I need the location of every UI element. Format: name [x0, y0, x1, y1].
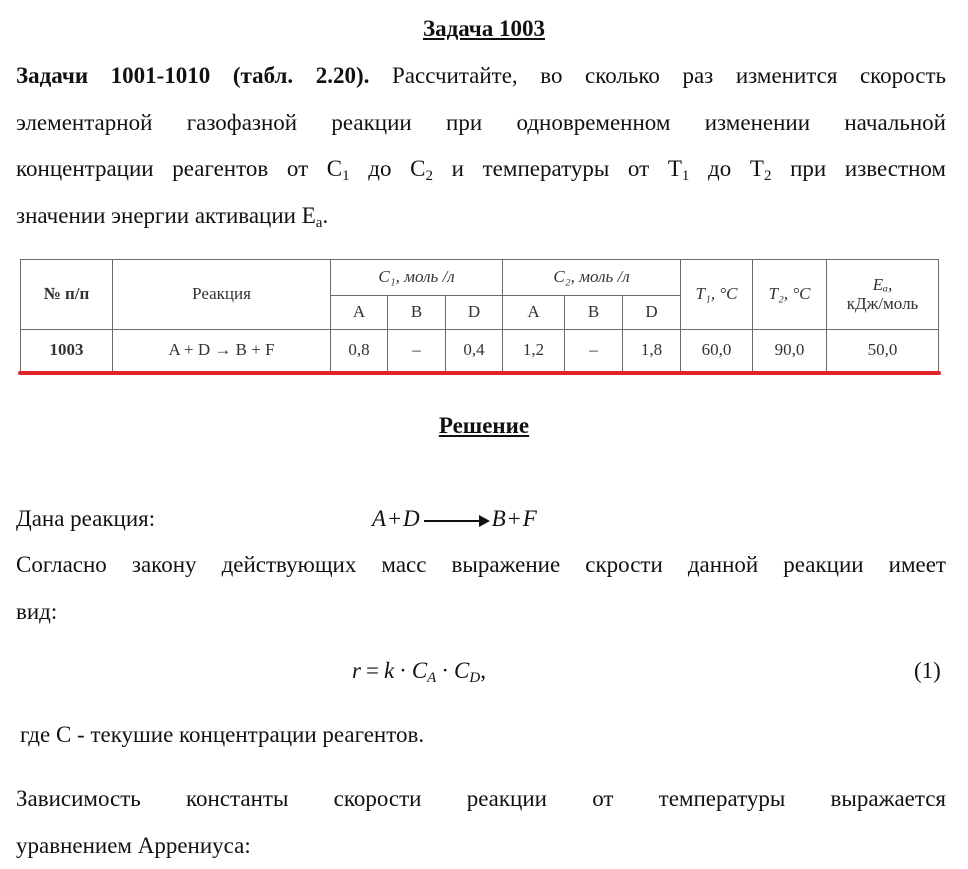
rate-formula: $r = k \cdot C_A \cdot C_D$,: [352, 658, 486, 684]
subheader-c1-b: B: [388, 296, 446, 330]
subheader-c2-d: D: [623, 296, 681, 330]
header-ea: Eₐ, кДж/моль: [827, 260, 939, 330]
arrhenius-text: [16, 776, 946, 869]
problem-line-4: значении энергии активации $Е_a$.: [16, 193, 946, 240]
where-line: где С - текушие концентрации реагентов.: [20, 722, 424, 748]
subheader-c2-a: A: [503, 296, 565, 330]
cell-c2-d: 1,8: [623, 330, 681, 372]
subheader-c1-a: A: [331, 296, 388, 330]
task-title: Задача 1003: [0, 16, 968, 42]
law-line-1: Согласно закону действующих масс выражение скрости данной реакции имеет: [16, 542, 946, 589]
cell-c1-a: 0,8: [331, 330, 388, 372]
reaction-arrow-icon: [424, 520, 488, 522]
given-label: Дана реакция:: [16, 506, 155, 532]
law-line-2: вид:: [16, 589, 946, 636]
header-reaction: Реакция: [113, 260, 331, 330]
cell-ea: 50,0: [827, 330, 939, 372]
problem-line-3: концентрации реагентов от $С_1$ до $С_2$ и температуры от $Т_1$ до $Т_2$ при известном: [16, 146, 946, 193]
problem-lead: Задачи 1001-1010 (табл. 2.20).: [16, 63, 369, 88]
header-c2: C₂, моль /л: [503, 260, 681, 296]
reaction-formula: A+D B+F: [372, 506, 537, 532]
problem-line-1: Рассчитайте, во сколько раз изменится скорость: [369, 63, 946, 88]
arrhenius-line-1: Зависимость константы скорости реакции от температуры выражается: [16, 776, 946, 823]
cell-c2-a: 1,2: [503, 330, 565, 372]
red-underline: [18, 371, 941, 375]
header-c1: C₁, моль /л: [331, 260, 503, 296]
solution-title: Решение: [0, 413, 968, 439]
cell-c1-b: –: [388, 330, 446, 372]
subheader-c2-b: B: [565, 296, 623, 330]
cell-c2-b: –: [565, 330, 623, 372]
data-table: [20, 259, 939, 372]
cell-t1: 60,0: [681, 330, 753, 372]
problem-statement: [16, 53, 946, 239]
cell-c1-d: 0,4: [446, 330, 503, 372]
subheader-c1-d: D: [446, 296, 503, 330]
arrhenius-line-2: уравнением Аррениуса:: [16, 823, 946, 869]
header-num: № п/п: [21, 260, 113, 330]
law-text: [16, 542, 946, 635]
cell-t2: 90,0: [753, 330, 827, 372]
problem-line-2: элементарной газофазной реакции при одновременном изменении начальной: [16, 100, 946, 147]
equation-number: (1): [914, 658, 941, 684]
cell-reaction: A + D → B + F: [113, 330, 331, 372]
cell-num: 1003: [21, 330, 113, 372]
header-t2: T₂, °C: [753, 260, 827, 330]
header-t1: T₁, °C: [681, 260, 753, 330]
